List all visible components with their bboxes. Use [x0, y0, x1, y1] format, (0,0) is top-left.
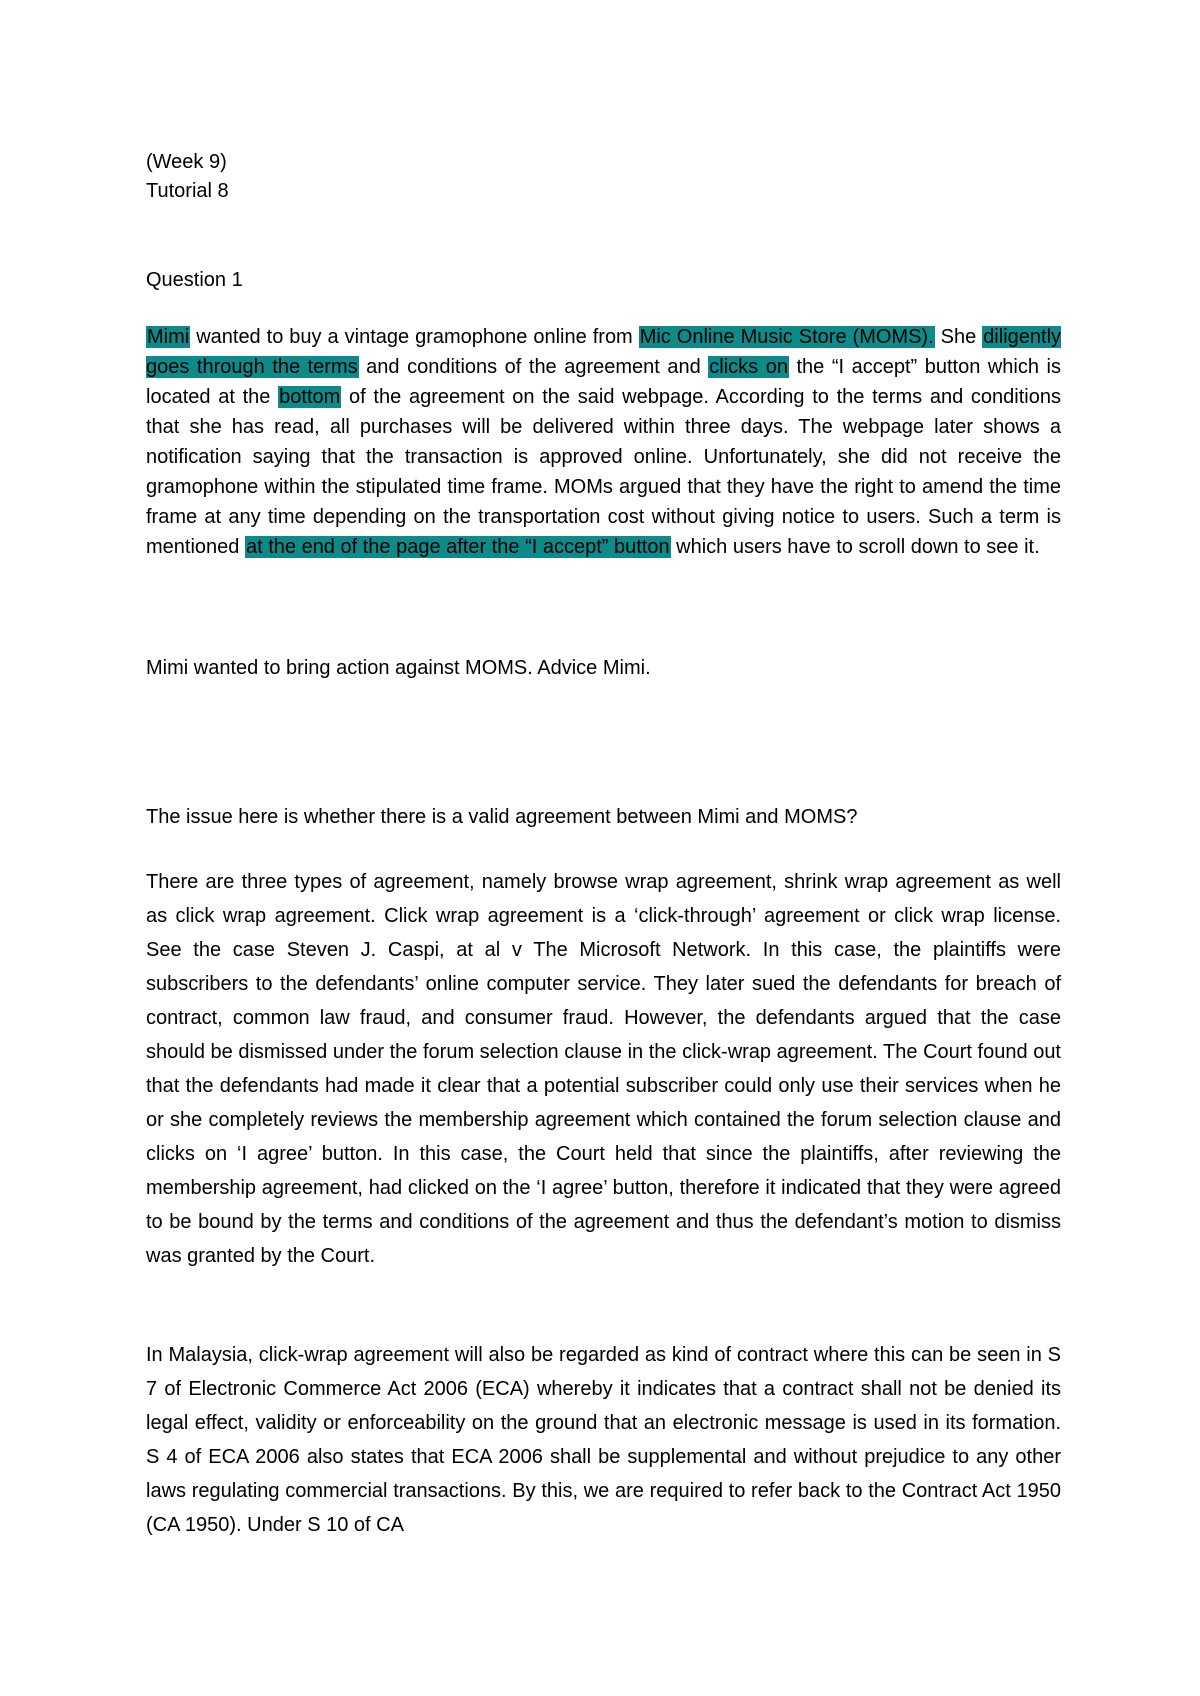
question-text-6: which users have to scroll down to see it. — [670, 536, 1040, 558]
highlight-clicks-on: clicks on — [709, 356, 788, 378]
answer-paragraph-2: In Malaysia, click-wrap agreement will also be regarded as kind of contract where this can be seen in S 7 of Electronic Commerce Act 2006 (ECA) whereby it indicates that a contract shall not be denied its legal effect, validity or enforceability on the ground that an electronic message is used in its formation. S 4 of ECA 2006 also states that ECA 2006 shall be supplemental and without prejudice to any other laws regulating commercial transactions. By this, we are required to refer back to the Contract Act 1950 (CA 1950). Under S 10 of CA — [146, 1344, 1061, 1536]
question-heading: Question 1 — [146, 269, 243, 291]
question-text-3: and conditions of the agreement and — [358, 356, 709, 378]
question-paragraph — [146, 322, 1061, 562]
highlight-store-name: Mic Online Music Store (MOMS). — [639, 326, 934, 348]
question-instruction: Mimi wanted to bring action against MOMS. Advice Mimi. — [146, 657, 651, 679]
highlight-mimi: Mimi — [147, 326, 190, 348]
question-text-2: She — [934, 326, 983, 348]
issue-statement: The issue here is whether there is a valid agreement between Mimi and MOMS? — [146, 806, 858, 828]
answer-paragraph-1: There are three types of agreement, namely browse wrap agreement, shrink wrap agreement as well as click wrap agreement. Click wrap agreement is a ‘click-through’ agreement or click wrap license. See the case Steven J. Caspi, at al v The Microsoft Network. In this case, the plaintiffs were subscribers to the defendants’ online computer service. They later sued the defendants for breach of contract, common law fraud, and consumer fraud. However, the defendants argued that the case should be dismissed under the forum selection clause in the click-wrap agreement. The Court found out that the defendants had made it clear that a potential subscriber could only use their services when he or she completely reviews the membership agreement which contained the forum selection clause and clicks on ‘I agree’ button. In this case, the Court held that since the plaintiffs, after reviewing the membership agreement, had clicked on the ‘I agree’ button, therefore it indicated that they were agreed to be bound by the terms and conditions of the agreement and thus the defendant’s motion to dismiss was granted by the Court. — [146, 871, 1061, 1267]
question-text-5: of the agreement on the said webpage. According to the terms and conditions that she has read, all purchases will be delivered within three days. The webpage later shows a notification saying that the transaction is approved online. Unfortunately, she did not receive the gramophone within the stipulated time frame. MOMs argued that they have the right to amend the time frame at any time depending on the transportation cost without giving notice to users. Such a term is mentioned — [146, 386, 1061, 558]
highlight-end-of-page: at the end of the page after the “I accept” button — [245, 536, 670, 558]
tutorial-title: Tutorial 8 — [146, 180, 229, 202]
question-text-1: wanted to buy a vintage gramophone online from — [190, 326, 639, 348]
highlight-diligently: diligently goes through the terms — [146, 326, 1062, 378]
highlight-bottom: bottom — [279, 386, 341, 408]
question-text-4: the “I accept” button which is located at the — [146, 356, 1061, 408]
week-label: (Week 9) — [146, 151, 227, 173]
